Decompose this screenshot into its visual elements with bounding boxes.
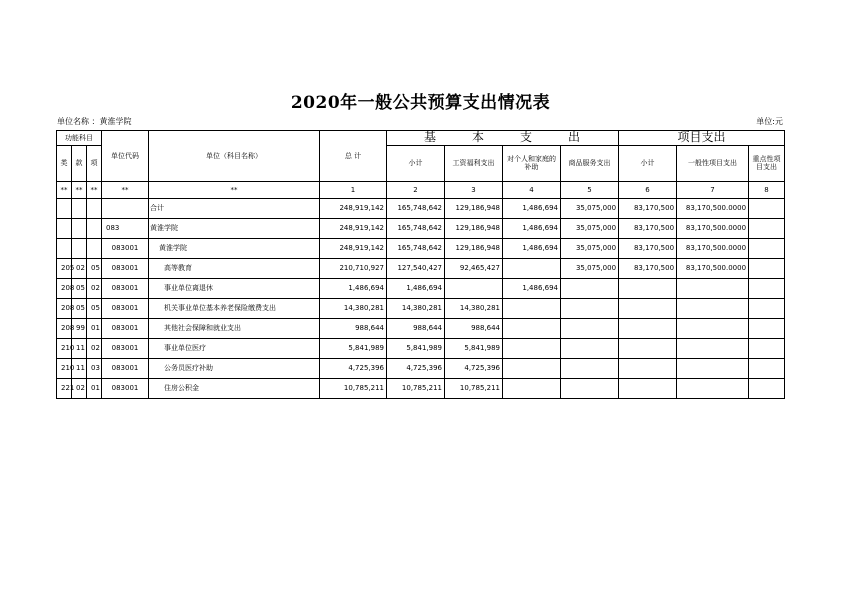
marker-stars: ** (57, 181, 72, 198)
header-func-subject: 功能科目 (57, 131, 102, 146)
header-goods: 商品服务支出 (561, 145, 619, 181)
cell-personal (503, 338, 561, 358)
cell-xiang (87, 198, 102, 218)
marker-num: 5 (561, 181, 619, 198)
cell-xiang: 01 (87, 318, 102, 338)
cell-general (677, 318, 749, 338)
cell-personal: 1,486,694 (503, 218, 561, 238)
header-key-project: 重点性项目支出 (749, 145, 785, 181)
cell-total: 14,380,281 (320, 298, 387, 318)
cell-wage: 129,186,948 (445, 218, 503, 238)
cell-proj-sub (619, 298, 677, 318)
marker-num: 3 (445, 181, 503, 198)
header-unit-subject: 单位（科目名称） (149, 131, 320, 182)
header-xiang: 项 (87, 145, 102, 181)
cell-key (749, 378, 785, 398)
header-general-project: 一般性项目支出 (677, 145, 749, 181)
cell-subtotal: 10,785,211 (387, 378, 445, 398)
cell-general (677, 278, 749, 298)
cell-kuan: 99 (72, 318, 87, 338)
cell-code: 083 (102, 218, 149, 238)
cell-goods (561, 338, 619, 358)
cell-total: 1,486,694 (320, 278, 387, 298)
cell-personal: 1,486,694 (503, 198, 561, 218)
cell-code: 083001 (102, 378, 149, 398)
unit-label: 单位:元 (756, 117, 783, 126)
cell-name: 住房公积金 (149, 378, 320, 398)
cell-name: 公务员医疗补助 (149, 358, 320, 378)
cell-personal: 1,486,694 (503, 278, 561, 298)
header-basic-expenditure: 基本支出 (387, 131, 619, 146)
cell-key (749, 218, 785, 238)
cell-total: 10,785,211 (320, 378, 387, 398)
cell-goods (561, 318, 619, 338)
cell-total: 248,919,142 (320, 218, 387, 238)
cell-kuan (72, 218, 87, 238)
cell-xiang: 02 (87, 278, 102, 298)
cell-xiang: 05 (87, 298, 102, 318)
cell-key (749, 298, 785, 318)
cell-kuan: 05 (72, 298, 87, 318)
table-row (57, 218, 785, 238)
page-title: 2020年一般公共预算支出情况表 (290, 93, 551, 113)
cell-goods: 35,075,000 (561, 218, 619, 238)
cell-code (102, 198, 149, 218)
cell-proj-sub: 83,170,500 (619, 198, 677, 218)
cell-code: 083001 (102, 278, 149, 298)
cell-total: 5,841,989 (320, 338, 387, 358)
table-row (57, 278, 785, 298)
cell-wage: 14,380,281 (445, 298, 503, 318)
cell-subtotal: 1,486,694 (387, 278, 445, 298)
cell-name: 合计 (149, 198, 320, 218)
cell-name: 高等教育 (149, 258, 320, 278)
cell-subtotal: 4,725,396 (387, 358, 445, 378)
cell-general (677, 338, 749, 358)
cell-lei: 208 (57, 298, 72, 318)
unit-name-label: 单位名称 ：黄淮学院 (57, 117, 132, 126)
cell-goods (561, 358, 619, 378)
cell-lei: 210 (57, 358, 72, 378)
cell-lei (57, 218, 72, 238)
cell-xiang: 03 (87, 358, 102, 378)
cell-key (749, 278, 785, 298)
cell-kuan: 02 (72, 258, 87, 278)
table-row (57, 238, 785, 258)
cell-personal (503, 378, 561, 398)
cell-kuan: 02 (72, 378, 87, 398)
cell-key (749, 238, 785, 258)
cell-goods: 35,075,000 (561, 238, 619, 258)
cell-general: 83,170,500.0000 (677, 198, 749, 218)
cell-subtotal: 165,748,642 (387, 238, 445, 258)
cell-lei: 210 (57, 338, 72, 358)
cell-subtotal: 14,380,281 (387, 298, 445, 318)
table-body (57, 198, 785, 398)
cell-general (677, 358, 749, 378)
table-row (57, 338, 785, 358)
cell-wage: 5,841,989 (445, 338, 503, 358)
cell-proj-sub (619, 378, 677, 398)
cell-general (677, 378, 749, 398)
cell-lei: 205 (57, 258, 72, 278)
cell-personal: 1,486,694 (503, 238, 561, 258)
cell-subtotal: 127,540,427 (387, 258, 445, 278)
cell-goods (561, 298, 619, 318)
cell-proj-sub: 83,170,500 (619, 238, 677, 258)
cell-wage: 988,644 (445, 318, 503, 338)
header-wage: 工资福利支出 (445, 145, 503, 181)
cell-total: 4,725,396 (320, 358, 387, 378)
header-lei: 类 (57, 145, 72, 181)
cell-code: 083001 (102, 298, 149, 318)
table-row (57, 298, 785, 318)
marker-num: 1 (320, 181, 387, 198)
marker-num: 2 (387, 181, 445, 198)
cell-general (677, 298, 749, 318)
cell-general: 83,170,500.0000 (677, 238, 749, 258)
cell-kuan: 11 (72, 338, 87, 358)
cell-key (749, 198, 785, 218)
cell-key (749, 338, 785, 358)
cell-key (749, 258, 785, 278)
cell-proj-sub (619, 338, 677, 358)
cell-total: 248,919,142 (320, 238, 387, 258)
marker-stars: ** (72, 181, 87, 198)
cell-name: 事业单位离退休 (149, 278, 320, 298)
cell-wage (445, 278, 503, 298)
cell-goods: 35,075,000 (561, 198, 619, 218)
cell-lei: 208 (57, 278, 72, 298)
cell-personal (503, 258, 561, 278)
table-row (57, 318, 785, 338)
cell-kuan: 05 (72, 278, 87, 298)
cell-kuan (72, 238, 87, 258)
marker-num: 8 (749, 181, 785, 198)
cell-proj-sub: 83,170,500 (619, 218, 677, 238)
cell-xiang (87, 218, 102, 238)
budget-table (56, 130, 785, 399)
cell-code: 083001 (102, 358, 149, 378)
cell-subtotal: 165,748,642 (387, 218, 445, 238)
cell-lei: 208 (57, 318, 72, 338)
cell-key (749, 318, 785, 338)
table-row (57, 198, 785, 218)
header-kuan: 款 (72, 145, 87, 181)
cell-name: 黄淮学院 (149, 218, 320, 238)
cell-name: 事业单位医疗 (149, 338, 320, 358)
table-row (57, 378, 785, 398)
marker-num: 4 (503, 181, 561, 198)
cell-xiang (87, 238, 102, 258)
cell-personal (503, 298, 561, 318)
cell-lei: 221 (57, 378, 72, 398)
cell-general: 83,170,500.0000 (677, 218, 749, 238)
marker-stars: ** (149, 181, 320, 198)
cell-code: 083001 (102, 238, 149, 258)
cell-lei (57, 198, 72, 218)
cell-kuan: 11 (72, 358, 87, 378)
cell-name: 其他社会保障和就业支出 (149, 318, 320, 338)
table-row (57, 358, 785, 378)
marker-stars: ** (87, 181, 102, 198)
marker-num: 6 (619, 181, 677, 198)
cell-xiang: 01 (87, 378, 102, 398)
cell-proj-sub (619, 318, 677, 338)
marker-stars: ** (102, 181, 149, 198)
cell-xiang: 02 (87, 338, 102, 358)
table-row (57, 258, 785, 278)
cell-code: 083001 (102, 258, 149, 278)
header-project-expenditure: 项目支出 (619, 131, 785, 146)
cell-subtotal: 165,748,642 (387, 198, 445, 218)
cell-code: 083001 (102, 338, 149, 358)
cell-name: 机关事业单位基本养老保险缴费支出 (149, 298, 320, 318)
cell-key (749, 358, 785, 378)
cell-wage: 10,785,211 (445, 378, 503, 398)
cell-total: 210,710,927 (320, 258, 387, 278)
cell-proj-sub (619, 358, 677, 378)
cell-xiang: 05 (87, 258, 102, 278)
marker-row (57, 181, 785, 198)
cell-personal (503, 318, 561, 338)
cell-wage: 129,186,948 (445, 238, 503, 258)
cell-goods: 35,075,000 (561, 258, 619, 278)
header-row-1 (57, 131, 785, 146)
cell-total: 988,644 (320, 318, 387, 338)
header-subtotal: 小计 (387, 145, 445, 181)
cell-goods (561, 278, 619, 298)
marker-num: 7 (677, 181, 749, 198)
cell-personal (503, 358, 561, 378)
header-unit-code: 单位代码 (102, 131, 149, 182)
header-total: 总 计 (320, 131, 387, 182)
cell-wage: 129,186,948 (445, 198, 503, 218)
header-proj-subtotal: 小计 (619, 145, 677, 181)
cell-general: 83,170,500.0000 (677, 258, 749, 278)
cell-kuan (72, 198, 87, 218)
cell-wage: 4,725,396 (445, 358, 503, 378)
cell-lei (57, 238, 72, 258)
cell-code: 083001 (102, 318, 149, 338)
cell-name: 黄淮学院 (149, 238, 320, 258)
cell-wage: 92,465,427 (445, 258, 503, 278)
cell-total: 248,919,142 (320, 198, 387, 218)
cell-proj-sub: 83,170,500 (619, 258, 677, 278)
cell-goods (561, 378, 619, 398)
header-personal: 对个人和家庭的补助 (503, 145, 561, 181)
cell-proj-sub (619, 278, 677, 298)
cell-subtotal: 5,841,989 (387, 338, 445, 358)
cell-subtotal: 988,644 (387, 318, 445, 338)
